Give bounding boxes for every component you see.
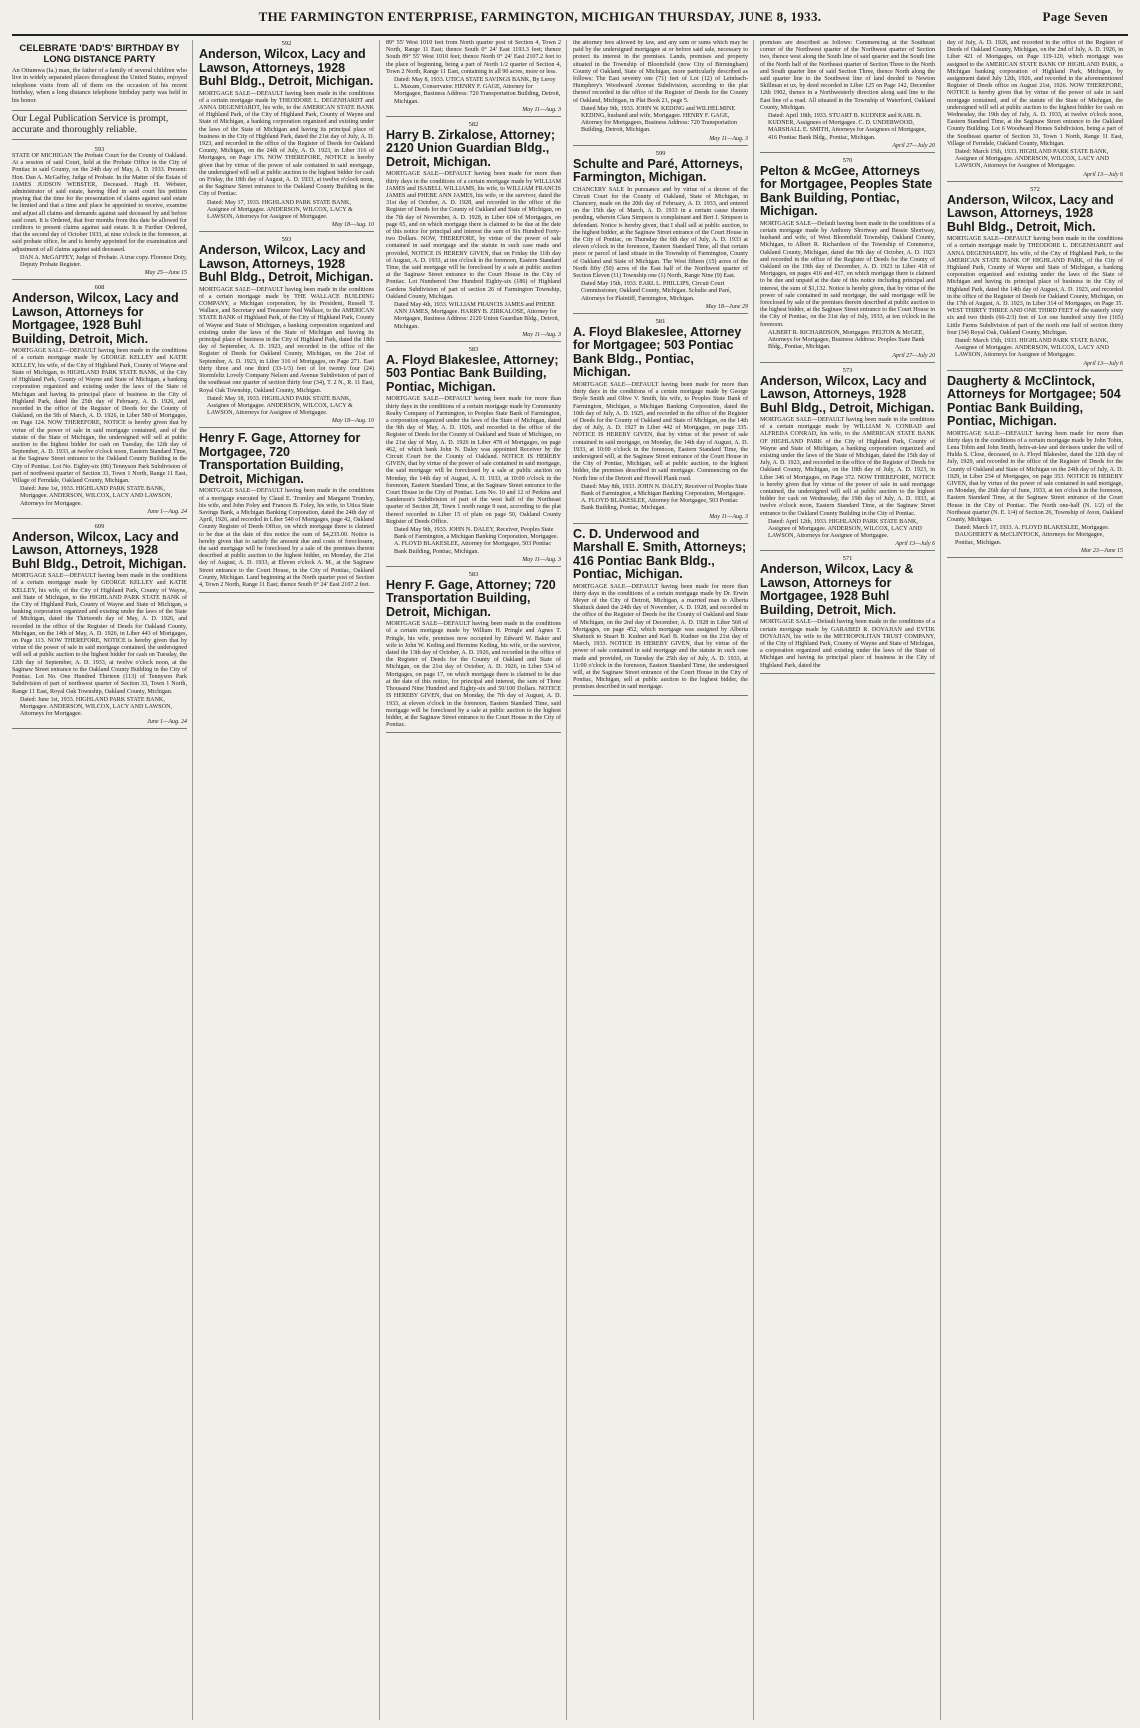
column-1 [12, 40, 193, 1720]
notice-run-dates: April 13—July 6 [1083, 171, 1123, 178]
notice-signature: Dated: March 15th, 1933. HIGHLAND PARK STATE BANK, Assignee of Mortgagee. ANDERSON, WILCOX, LACY AND LAWSON, Attorneys for Assignee of Mortgagee. [955, 338, 1109, 359]
notice-heading: Anderson, Wilcox, Lacy and Lawson, Attorneys, 1928 Buhl Bldg., Detroit, Michigan. [199, 243, 374, 285]
notice-run-dates: May 11—Aug. 3 [522, 106, 561, 113]
legal-notice [573, 40, 748, 146]
notice-body: day of July, A. D. 1926, and recorded in the office of the Register of Deeds of Oakland County, Michigan, on the 2nd of July, A. D. 1926, in Liber 421 of Mortgages, on Page 119-120, which mortgage was assigned to the AMERICAN STATE BANK OF HIGHLAND PARK, a Michigan banking corporation of Highland Park, Michigan, by assignment dated July 12th, 1926, and recorded in the aforementioned Register of Deeds office on August 21st, 1926. NOW THEREFORE, NOTICE is hereby given that by virtue of the power of sale in said mortgage contained, and of the statute of the State of Michigan, the undersigned will sell at public auction to the highest bidder for cash on Wednesday, the 19th day of July, A. D. 1933, at twelve o'clock noon, Eastern Standard Time, at the Saginaw Street entrance to the Oakland County Building. Lot 6 Woodward Homes Subdivision, being a part of the Southeast quarter of Section 31, Town 1 North, Range 11 East, Village of Ferndale, Oakland County, Michigan. [947, 40, 1123, 147]
column-6 [947, 40, 1128, 1720]
columns [12, 40, 1128, 1720]
legal-notice [573, 528, 748, 696]
notice-number: 593 [94, 146, 105, 154]
notice-heading: Anderson, Wilcox, Lacy and Lawson, Attorneys, 1928 Buhl Bldg., Detroit, Michigan. [760, 373, 935, 415]
notice-number: 583 [468, 345, 479, 353]
notice-body: CHANCERY SALE In pursuance and by virtue of a decree of the Circuit Court for the County of Oakland, State of Michigan, in Chancery, made on the 20th day of February, A. D. 1933, and entered on the 15th day of March, A. D. 1933 in a certain cause therein pending, wherein Clara Simpson is complainant and Bert J. Simpson is defendant. Notice is hereby given, that I shall sell at public auction, to the highest bidder, at the Saginaw Street entrance of the Court House in the City of Pontiac, on Thursday the 6th day of July, A. D. 1933 at eleven o'clock in the forenoon, Eastern Standard Time, all that certain piece or parcel of land situate in the Township of Farmington, County of Oakland and State of Michigan. The West fifteen (15) acres of the North fifty (50) acres of the East half of the Northwest quarter of Section Eleven (11) Township one (1) North, Range Nine (9) East. [573, 186, 748, 280]
legal-notice [386, 346, 561, 567]
notice-body: MORTGAGE SALE—DEFAULT having been made for more than thirty days in the conditions of a certain mortgage made by Dr. Erwin Meyer of the City of Detroit, Michigan, a married man to Alberta Shattuck dated the 24th day of November, A. D. 1928, and recorded in the office of the Register of Deeds for the County of Oakland and State of Michigan, on the 2nd day of December, A. D. 1928 in Liber 568 of Mortgages, on page 452, which mortgage was assigned by Alberta Shattuck to Stuart B. Kudner and Karl B. Kudner on the 21st day of March, 1933. NOTICE IS HEREBY GIVEN, that by virtue of the power of sale contained in said mortgage and the statute in such case made and provided, on Tuesday the 25th day of July, A. D. 1933, at 11:00 o'clock in the forenoon, Eastern Standard Time, the undersigned will, at the Saginaw Street entrance of the Court House in the City of Pontiac, Michigan, sell at public auction to the highest bidder, the premises described in said mortgage. [573, 583, 748, 691]
notice-signature: Dated: March 17, 1933. A. FLOYD BLAKESLEE, Mortgagee. DAUGHERTY & McCLINTOCK, Attorneys for Mortgagee, Pontiac, Michigan. [955, 525, 1110, 546]
column-4 [573, 40, 754, 1720]
legal-notice [386, 40, 561, 117]
notice-run-dates: May 11—Aug. 3 [709, 135, 748, 142]
notice-run-dates: June 1—Aug. 24 [147, 508, 187, 515]
notice-run-dates: May 11—Aug. 3 [522, 331, 561, 338]
notice-run-dates: May 18—Aug. 10 [331, 222, 374, 229]
notice-body: MORTGAGE SALE—Default having been made in the conditions of a certain mortgage made by Anthony Shortway and Bessie Shortway, husband and wife, of West Bloomfield Township, Oakland County, Michigan, to Albert R. Richardson of the Township of Commerce, Oakland County, Michigan, dated the 9th day of October, A. D. 1923 and recorded in the office of the Register of Deeds for the County of Oakland on the 19th day of December, A. D. 1923 in Liber 418 of Mortgages, on pages 416 and 417, on which mortgage there is claimed to be due and unpaid at the date of this notice including principal and interest, the sum of $1,132. Notice is hereby given, that by virtue of the power of sale contained in said mortgage, the said mortgage will be foreclosed by sale of the premises therein described at public auction to the highest bidder, at the Saginaw Street entrance to the Court House in the City of Pontiac, on the 31st day of July, 1933, at ten o'clock in the forenoon. [760, 220, 935, 328]
notice-number: 593 [281, 236, 292, 244]
notice-run-dates: May 18—Aug. 10 [331, 418, 374, 425]
notice-signature: Dated: May 18, 1933. HIGHLAND PARK STATE BANK, Assignee of Mortgagee. ANDERSON, WILCOX, LACY & LAWSON, Attorneys for Assignee of Mortgagee. [207, 395, 353, 417]
notice-signature: Dated: April 12th, 1933. HIGHLAND PARK STATE BANK, Assignee of Mortgagee. ANDERSON, WILCOX, LACY AND LAWSON, Attorneys for Assignee of Mortgagee. [768, 518, 922, 540]
notice-run-dates: April 27—July 20 [892, 352, 935, 359]
service-note: Our Legal Publication Service is prompt, accurate and thoroughly reliable. [12, 110, 187, 140]
legal-notice [947, 40, 1123, 182]
notice-body: MORTGAGE SALE—DEFAULT having been made for more than thirty days in the conditions of a certain mortgage made by Community Realty Company of Farmington, to Peoples State Bank of Farmington, a corporation organized under the laws of the State of Michigan, dated the 9th day of May, A. D. 1926, and recorded in the office of the Register of Deeds for the County of Oakland and State of Michigan, on the 21st day of May, A. D. 1926 in Liber 478 of Mortgages, on page 462, of which bank John N. Daley was appointed Receiver by the Circuit Court for the County of Oakland. NOTICE IS HEREBY GIVEN, that by virtue of the power of sale contained in said mortgage, the said mortgage will be foreclosed by a sale at public auction on Monday, the 14th day of August, A. D. 1933, at 10:00 o'clock in the forenoon, Eastern Standard Time, at the Saginaw Street entrance to the Court House in the City of Pontiac. Lots No. 10 and 12 of Perkins and Sanderson's Subdivision of part of the west half of the Northeast quarter of Section 28, Town 1 north range 9 east, according to the plat thereof recorded in Liber 15 of plats on page 50, Oakland County Register of Deeds Office. [386, 396, 561, 525]
notice-heading: Schulte and Paré, Attorneys, Farmington, Michigan. [573, 156, 743, 185]
notice-signature: DAN A. McGAFFEY, Judge of Probate. A true copy. Florence Doty, Deputy Probate Register. [20, 254, 187, 269]
legal-notice [573, 150, 748, 314]
notice-body: MORTGAGE SALE—DEFAULT having been made in the conditions of a certain mortgage made by THE WALLACE BUILDING COMPANY, a Michigan corporation, by its President, Russell T. Wallace, and Secretary and Treasurer Ned Wallace, to the AMERICAN STATE BANK of Highland Park, of the City of Highland Park, County of Wayne and State of Michigan, a banking corporation organized and existing under the laws of the State of Michigan and having its principal place of business in the City of Highland Park, dated the 18th day of September, A. D. 1923, and recorded in the office of the Register of Deeds for Oakland County, Michigan, on the 21st of September, A. D. 1923, in Liber 316 of Mortgages, on Page 271. East thirty three and one third (33-1/3) feet of lot twenty four (24) Stormfeltz Lovely Company Nelson and Avenue Subdivision of part of the southeast one quarter of section thirty four (34), T. 2 N., R. 11 East, Royal Oak Township, Oakland County, Michigan. [199, 286, 374, 394]
notice-number: 572 [1030, 185, 1040, 193]
notice-number: 583 [468, 570, 479, 578]
masthead-title: THE FARMINGTON ENTERPRISE, FARMINGTON, MICHIGAN THURSDAY, JUNE 8, 1933. [258, 9, 822, 24]
notice-number: 570 [842, 156, 853, 164]
legal-notice [199, 40, 374, 232]
column-3 [386, 40, 567, 1720]
legal-notice [947, 186, 1123, 371]
legal-notice [947, 375, 1123, 558]
notice-run-dates: May 25—June 15 [144, 270, 187, 277]
legal-notice [760, 40, 935, 153]
notice-body: MORTGAGE SALE—DEFAULT having been made in the conditions of a certain mortgage made by THEODORE L. DEGENHARDT and ANNA DEGENHARDT, his wife, to the AMERICAN STATE BANK of Highland Park, of the City of Highland Park, County of Wayne and State of Michigan, a banking corporation organized and existing under the laws of the State of Michigan and having its principal place of business in the City of Highland Park, dated the 21st day of July, A. D. 1923, and recorded in the office of the Register of Deeds for Oakland County, Michigan, on the 24th of July, A. D. 1923, in Liber 316 of Mortgages, on Page 176. NOW THEREFORE, NOTICE is hereby given that by virtue of the power of sale contained in said mortgage, the undersigned will sell at public auction to the highest bidder for cash on Friday, the 18th day of August, A. D. 1933, at twelve o'clock noon, at the Saginaw Street entrance to the Oakland County Building in the City of Pontiac. [199, 90, 374, 198]
notice-signature: Dated: June 1st, 1933. HIGHLAND PARK STATE BANK, Mortgagee. ANDERSON, WILCOX, LACY AND LAWSON, Attorneys for Mortgagee. [20, 696, 173, 718]
legal-notice [12, 146, 187, 280]
notice-body: the attorney fees allowed by law, and any sum or sums which may be paid by the undersigned mortgagee at or before said sale, necessary to protect its interest in the premises. Lands, premises and property situated in the Township of Bloomfield (now City of Birmingham) County of Oakland, State of Michigan, more particularly described as follows: The East seventy one (71) feet of Lot (12) of Leinbach-Humphrey's Woodward Avenue Subdivision, according to the plat thereof recorded in the office of the Register of Deeds for the County of Oakland, Michigan, in Plat Book 21, page 5. [573, 40, 748, 104]
notice-heading: A. Floyd Blakeslee, Attorney; 503 Pontiac Bank Building, Pontiac, Michigan. [386, 352, 559, 394]
notice-signature: Dated: May 8, 1933. UTICA STATE SAVINGS BANK, By Leroy L. Maxam, Conservator. HENRY F. GAGE, Attorney for Mortgagee, Business Address: 720 Transportation Building, Detroit, Michigan. [394, 77, 561, 105]
notice-number: 581 [655, 317, 666, 325]
notice-body: MORTGAGE SALE—DEFAULT having been made for more than thirty days in the conditions of a certain mortgage made by John Tobin, Lena Tobin and John Smith, heirs-at-law and devisees under the will of Hulda S. Close, deceased, to A. Floyd Blakeslee, dated the 12th day of July, 1929, and recorded in the office of the Register of Deeds for the County of Oakland and State of Michigan on the 24th day of July, A. D. 1929, in Liber 234 of Mortgages, on page 353. NOTICE IS HEREBY GIVEN, that by virtue of the power of sale contained in said mortgage, on Monday, the 26th day of June, 1933, at ten o'clock in the forenoon, Eastern Standard Time, at the Saginaw Street entrance of the Court House in the City of Pontiac. The North one-half (N. 1/2) of the Northeast quarter (N. E. 1/4) of Section 26, Township of Avon, Oakland County, Michigan. [947, 430, 1123, 524]
page-number: Page Seven [1042, 9, 1108, 24]
notice-body: MORTGAGE SALE—DEFAULT having been made in the conditions of a certain mortgage made by William H. Pringle and Agnes T. Pringle, his wife, premises now occupied by Edward W. Baker and wife to John W. Keding and Hermine Keding, his wife, or the survivor, dated the 13th day of October, A. D. 1926, and recorded in the office of the Register of Deeds for the County of Oakland and State of Michigan, on the 21st day of October, A. D. 1926, in Liber 534 of Mortgages, on page 17, on which mortgage there is claimed to be due at the date of this notice, for principal and interest, the sum of Three Thousand Nine Hundred and Eighty-six and 50/100 Dollars. NOTICE IS HEREBY GIVEN, that on Monday, the 7th day of August, A. D. 1933, at eleven o'clock in the forenoon, Eastern Standard Time, said mortgage will be foreclosed by a sale at public auction to the highest bidder, at the Saginaw Street entrance to the Court House in the City of Pontiac. [386, 621, 561, 729]
notice-run-dates: May 11—Aug. 3 [709, 513, 748, 520]
notice-number: 571 [842, 555, 853, 563]
legal-notice [386, 121, 561, 342]
notice-number: 599 [655, 149, 666, 157]
notice-body: STATE OF MICHIGAN The Probate Court for the County of Oakland. At a session of said Court, held at the Probate Office in the City of Pontiac in said County, on the 24th day of May, A. D. 1933. Present: Hon. Dan A. McGaffey, Judge of Probate. In the Matter of the Estate of JAMES JUDSON WEBSTER, Deceased. Hugh H. Webster, administrator of said estate, having filed in said court his petition praying that the time for the presentation of claims against said estate be limited and that a time and place be appointed to receive, examine and adjust all claims and demands against said deceased by and before said court. It is Ordered, that four months from this date be allowed for creditors to present claims against said estate. It is Further Ordered, that the second day of October 1933, at nine o'clock in the forenoon, at said probate office, be and is hereby appointed for the examination and adjustment of all claims against said deceased. [12, 153, 187, 253]
legal-notice [573, 318, 748, 524]
notice-run-dates: April 27—July 20 [892, 142, 935, 149]
legal-notice [199, 236, 374, 428]
notice-signature: ALBERT R. RICHARDSON, Mortgagee. PELTON & McGEE, Attorneys for Mortgagee, Business Address: Peoples State Bank Bldg., Pontiac, Michigan. [768, 329, 925, 351]
notice-body: MORTGAGE SALE—DEFAULT having been made in the conditions of a certain mortgage made by WILLIAM N. CONRAD and ALFREDA CONRAD, his wife, to the AMERICAN STATE BANK OF HIGHLAND PARK of the City of Highland Park, County of Wayne and State of Michigan, a banking corporation organized and existing under the laws of the State of Michigan, dated the 15th day of July, A. D. 1923, and recorded in the office of the Register of Deeds for Oakland County, Michigan, on the 18th day of July, A. D. 1923, in Liber 346 of Mortgages, on Page 372. NOW THEREFORE, NOTICE is hereby given that by virtue of the power of sale in said mortgage contained, the undersigned will sell at public auction to the highest bidder for cash on Wednesday, the 19th day of July, A. D. 1933, at twelve o'clock noon, Eastern Standard Time, at the Saginaw Street entrance to the Oakland County Building in the City of Pontiac. [760, 417, 935, 517]
notice-heading: Henry F. Gage, Attorney for Mortgagee, 720 Transportation Building, Detroit, Michigan. [199, 431, 361, 486]
feature-text: An Ottumwa (Ia.) man, the father of a family of several children who live in widely separated places throughout the United States, enjoyed telephone visits from all of them on the occasion of his recent birthday, when a long distance telephone birthday party was held in his honor. [12, 67, 187, 104]
notice-heading: Anderson, Wilcox, Lacy and Lawson, Attorneys, 1928 Buhl Bldg., Detroit, Michigan. [12, 529, 187, 571]
notice-signature: Dated May 9th, 1933. JOHN W. KEDING and WILHELMINE KEDING, husband and wife, Mortgagee. HENRY F. GAGE, Attorney for Mortgagees, Business Address: 720 Transportation Building, Detroit, Michigan. [581, 105, 737, 134]
notice-number: 609 [94, 522, 105, 530]
notice-number: 608 [94, 284, 105, 292]
notice-heading: Anderson, Wilcox, Lacy and Lawson, Attorneys, 1928 Buhl Bldg., Detroit, Michigan. [199, 47, 374, 88]
notice-body: premises are described as follows: Commencing at the Southeast corner of the Northwest quarter of the Northwest quarter of Section two, thence west along the South line of said quarter and the South line of the North half of the Northeast quarter of Section Three to the North and South quarter line of said Section Three, thence North along the said quarter line to the Southwest line of land deeded to Newton Skillman et ux, by deed recorded in Liber 125 on Page 142, December 12th 1902, thence in a Northwesterly direction along said line to the East line of a road. All situated in the Township of Waterford, Oakland County, Michigan. [760, 40, 935, 111]
notice-heading: Daugherty & McClintock, Attorneys for Mortgagee; 504 Pontiac Bank Building, Pontiac, Michigan. [947, 373, 1121, 429]
notice-run-dates: April 13—July 6 [1083, 360, 1123, 367]
notice-number: 582 [468, 120, 479, 128]
notice-body: MORTGAGE SALE—DEFAULT having been made in the conditions of a certain mortgage made by GEORGE KELLEY and KATIE KELLEY, his wife, of the City of Highland Park, County of Wayne, and State of Michigan, to the HIGHLAND PARK STATE BANK of the City of Highland Park, County of Wayne and State of Michigan, a banking corporation organized and existing under the laws of the State of Michigan, dated the Thirteenth day of May, A. D. 1926, and recorded in the office of the Register of Deeds for Oakland County, Michigan, on the 14th of May, A. D. 1926, in Liber 443 of Mortgages, on Page 113. NOW THEREFORE, NOTICE is hereby given that by virtue of the power of sale in said mortgage contained, the undersigned will sell at public auction to the highest bidder for cash on Tuesday, the 12th day of September, A. D. 1933, at twelve o'clock noon, at the Saginaw Street entrance to the Oakland County Building in the City of Pontiac. Lot No. One Hundred Thirteen (113) of Tennyson Park Subdivision of part of northwest quarter of Section 33, Town 1 North, Range 11 East, Royal Oak Township, Oakland County, Michigan. [12, 573, 187, 695]
notice-signature: Dated: May 17, 1933. HIGHLAND PARK STATE BANK, Assignee of Mortgagee. ANDERSON, WILCOX, LACY & LAWSON, Attorneys for Assignee of Mortgagee. [207, 199, 353, 220]
notice-heading: A. Floyd Blakeslee, Attorney for Mortgagee; 503 Pontiac Bank Bldg., Pontiac, Michigan. [573, 324, 742, 380]
notice-heading: Henry F. Gage, Attorney; 720 Transportation Building, Detroit, Michigan. [386, 577, 556, 619]
notice-run-dates: May 11—Aug. 3 [522, 556, 561, 563]
notice-number: 592 [281, 40, 292, 47]
notice-number: 573 [842, 366, 853, 374]
notice-heading: Harry B. Zirkalose, Attorney; 2120 Union Guardian Bldg., Detroit, Michigan. [386, 127, 556, 169]
legal-notice [199, 432, 374, 593]
feature-article [12, 43, 187, 104]
notice-signature: Dated May 15th, 1933. EARL L. PHILLIPS, Circuit Court Commissioner, Oakland County, Michigan. Schulte and Paré, Attorneys for Plaintiff, Farmington, Michigan. [581, 281, 731, 302]
notice-signature: Dated: March 15th, 1933. HIGHLAND PARK STATE BANK, Assignee of Mortgagee. ANDERSON, WILCOX, LACY AND LAWSON, Attorneys for Assignee of Mortgagee. [955, 149, 1109, 170]
notice-body: MORTGAGE SALE—DEFAULT having been made for more than thirty days in the conditions of a certain mortgage made by George Boyle Smith and Olive V. Smith, his wife, to Peoples State Bank of Farmington, Michigan, a Michigan Banking Corporation, dated the 10th day of July, A. D. 1925, and recorded in the office of the Register of Deeds for the County of Oakland and State of Michigan, on the 14th day of July, A. D. 1927 in Liber 442 of Mortgages, on page 335. NOTICE IS HEREBY GIVEN, that by virtue of the power of sale contained in said mortgage, on Monday, the 14th day of August, A. D. 1933, at 10:00 o'clock in the forenoon, Eastern Standard Time, the undersigned will, at the Saginaw Street entrance of the Court House in the City of Pontiac, Michigan, sell at public auction, to the highest bidder, the premises described in said mortgage. Commencing on the North line of the Detroit and Howell Plank road. [573, 381, 748, 482]
feature-headline: CELEBRATE 'DAD'S' BIRTHDAY BY LONG DISTANCE PARTY [19, 43, 180, 65]
notice-run-dates: April 13—July 6 [895, 541, 935, 548]
notice-heading: Anderson, Wilcox, Lacy and Lawson, Attorneys for Mortgagee, 1928 Buhl Building, Detroit, Mich. [12, 291, 179, 346]
notice-body: MORTGAGE SALE—DEFAULT having been made in the conditions of a certain mortgage made by THEODORE L. DEGENHARDT and ANNA DEGENHARDT, his wife, of the City of Highland Park, to the AMERICAN STATE BANK OF HIGHLAND PARK, of the City of Highland Park, County of Wayne and State of Michigan, a banking corporation organized and existing under the laws of the State of Michigan and having its principal place of business in the City of Highland Park, dated the 14th day of August, A. D. 1923, and recorded in the office of the Register of Deeds for Oakland County, Michigan, on the 17th of August, A. D. 1923, in Liber 314 of Mortgages, on Page 35. WEST THIRTY THREE AND ONE THIRD FEET of the easterly sixty six and two thirds (66-2/3) feet of Lot one hundred sixty five (165) Little Farms Subdivision of part of the north one half of section thirty four (34) Royal Oak, Oakland County, Michigan. [947, 236, 1123, 336]
notice-signature: Dated May 4th, 1933. WILLIAM FRANCIS JAMES and PHEBE ANN JAMES, Mortgagee. HARRY B. ZIRKALOSE, Attorney for Mortgagee, Business Address: 2120 Union Guardian Bldg., Detroit, Michigan. [394, 301, 560, 330]
legal-notice [386, 571, 561, 734]
notice-heading: Pelton & McGee, Attorneys for Mortgagee, Peoples State Bank Building, Pontiac, Michigan. [760, 163, 933, 219]
notice-signature: Dated: April 18th, 1933. STUART B. KUDNER and KARL B. KUDNER, Assignees of Mortgagee. C. D. UNDERWOOD, MARSHALL E. SMITH, Attorneys for Assignees of Mortgagee, 416 Pontiac Bank Bldg., Pontiac, Michigan. [768, 113, 926, 141]
legal-notice [760, 157, 935, 363]
notice-body: MORTGAGE SALE—DEFAULT having been made in the conditions of a certain mortgage made by GEORGE KELLEY and KATIE KELLEY, his wife, of the City of Highland Park, County of Wayne and State of Michigan, to HIGHLAND PARK STATE BANK, of the City of Highland Park, County of Wayne and State of Michigan, a banking corporation organized and existing under the laws of the State of Michigan and having its principal place of business in the City of Highland Park, dated the 25th day of February, A. D. 1926, and recorded in the office of the Register of Deeds for the County of Oakland, on the 5th of March, A. D. 1926, in Liber 580 of Mortgages, on Page 124. NOW THEREFORE, NOTICE is hereby given that by virtue of the power of sale in said mortgage contained, and of the statute of the State of Michigan, the undersigned will sell at public auction to the highest bidder for cash on Tuesday, the 12th day of September, A. D. 1933, at twelve o'clock noon, Eastern Standard Time, at the Saginaw Street entrance to the Oakland County Building in the City of Pontiac. Lot No. Eighty-six (86) Tennyson Park Subdivision of part of northwest quarter of Section 33, Town 1 North, Range 11 East, Village of Ferndale, Oakland County, Michigan. [12, 348, 187, 484]
notice-body: MORTGAGE SALE—Default having been made in the conditions of a certain mortgage made by GARABED R. DOYAJIAN and EVTIK DOYAJIAN, his wife to the METROPOLITAN TRUST COMPANY, of the City of Highland Park, County of Wayne and State of Michigan, a corporation organized and existing under the laws of the State of Michigan and having its principal place of business in the City of Highland Park, dated the [760, 619, 935, 669]
notice-body: 89° 55' West 1010 feet from North quarter post of Section 4, Town 2 North, Range 11 East; thence South 0° 24' East 1193.3 feet; thence South 89° 55' West 1010 feet; thence North 0° 24' East 2107.2 feet to the place of beginning, being a part of North 1/2 quarter of Section 4, Town 2 North, Range 11 East, containing in all 90 acres, more or less. [386, 40, 561, 75]
notice-body: MORTGAGE SALE—DEFAULT having been made for more than thirty days in the conditions of a certain mortgage made by WILLIAM JAMES and ISABELL WILLIAMS, his wife, to WILLIAM FRANCIS JAMES and PHEBE ANN JAMES, his wife, or the survivor, dated the 31st day of October, A. D. 1928, and recorded in the office of the Register of Deeds for the County of Oakland and State of Michigan, on the 7th day of November, A. D. 1928, in Liber 604 of Mortgages, on page 65, and on which mortgage there is claimed to be due at the date of this notice for principal and interest the sum of Six Hundred Forty-two Dollars. NOW, THEREFORE, by virtue of the power of sale contained in said mortgage and the statute in such case made and provided, NOTICE IS HEREBY GIVEN, that on Friday the 11th day of August, A. D. 1933, at ten o'clock in the forenoon, Eastern Standard Time, the said mortgage will be foreclosed by a sale at public auction at the Saginaw Street entrance to the Court House in the City of Pontiac. Lot Numbered One Hundred Eighty-six (186) of Highland Gardens Subdivision of part of section 26 of Farmington Township, Oakland County, Michigan. [386, 171, 561, 300]
legal-notice [12, 523, 187, 730]
notice-heading: Anderson, Wilcox, Lacy and Lawson, Attorneys, 1928 Buhl Bldg., Detroit, Mich. [947, 192, 1114, 234]
legal-notice [12, 284, 187, 518]
legal-notice [760, 367, 935, 552]
notice-heading: Anderson, Wilcox, Lacy & Lawson, Attorneys for Mortgagee, 1928 Buhl Building, Detroit, Mich. [760, 562, 914, 617]
column-5 [760, 40, 941, 1720]
notice-signature: Dated: June 1st, 1933. HIGHLAND PARK STATE BANK, Mortgagee. ANDERSON, WILCOX, LACY AND LAWSON, Attorneys for Mortgagee. [20, 486, 173, 507]
column-2 [199, 40, 380, 1720]
notice-body: MORTGAGE SALE—DEFAULT having been made in the conditions of a mortgage executed by Claud E. Tromley and Margaret Tromley, his wife, and John Foley and Frances B. Foley, his wife, to Utica State Savings Bank, a Michigan Banking Corporation, dated the 24th day of April, 1926, and recorded in Liber 540 of Mortgages, page 42, Oakland County Register of Deeds Office, on which mortgage there is claimed to be due at the date of this notice the sum of $4,235.00. Notice is hereby given that to satisfy the amount due and costs of foreclosure, the said mortgage will be foreclosed by a sale of the premises therein described at public auction to the highest bidder, on Monday, the 21st day of August, A. D. 1933, at Eleven o'clock A. M., at the Saginaw Street entrance to the Court House, in the City of Pontiac, Oakland County, Michigan. Land beginning at the North quarter post of Section 4, Town 2 North, Range 11 East; thence South 0° 24' East 2107.2 feet. [199, 488, 374, 588]
notice-run-dates: June 1—Aug. 24 [147, 719, 187, 726]
notice-signature: Dated: May 8th, 1933. JOHN N. DALEY, Receiver of Peoples State Bank of Farmington, a Michigan Banking Corporation, Mortgagee. A. FLOYD BLAKESLEE, Attorney for Mortgagee, 503 Pontiac Bank Building, Pontiac, Michigan. [581, 483, 748, 512]
notice-heading: C. D. Underwood and Marshall E. Smith, Attorneys; 416 Pontiac Bank Bldg., Pontiac, Michigan. [573, 526, 747, 582]
notice-signature: Dated May 9th, 1933. JOHN N. DALEY, Receiver, Peoples State Bank of Farmington, a Michigan Banking Corporation, Mortgagee. A. FLOYD BLAKESLEE, Attorney for Mortgagee, 503 Pontiac Bank Building, Pontiac, Michigan. [394, 526, 559, 555]
notice-run-dates: Mar 23—June 15 [1081, 547, 1123, 554]
masthead [12, 0, 1128, 36]
notice-run-dates: May 18—June 29 [705, 303, 748, 310]
legal-notice [760, 555, 935, 673]
